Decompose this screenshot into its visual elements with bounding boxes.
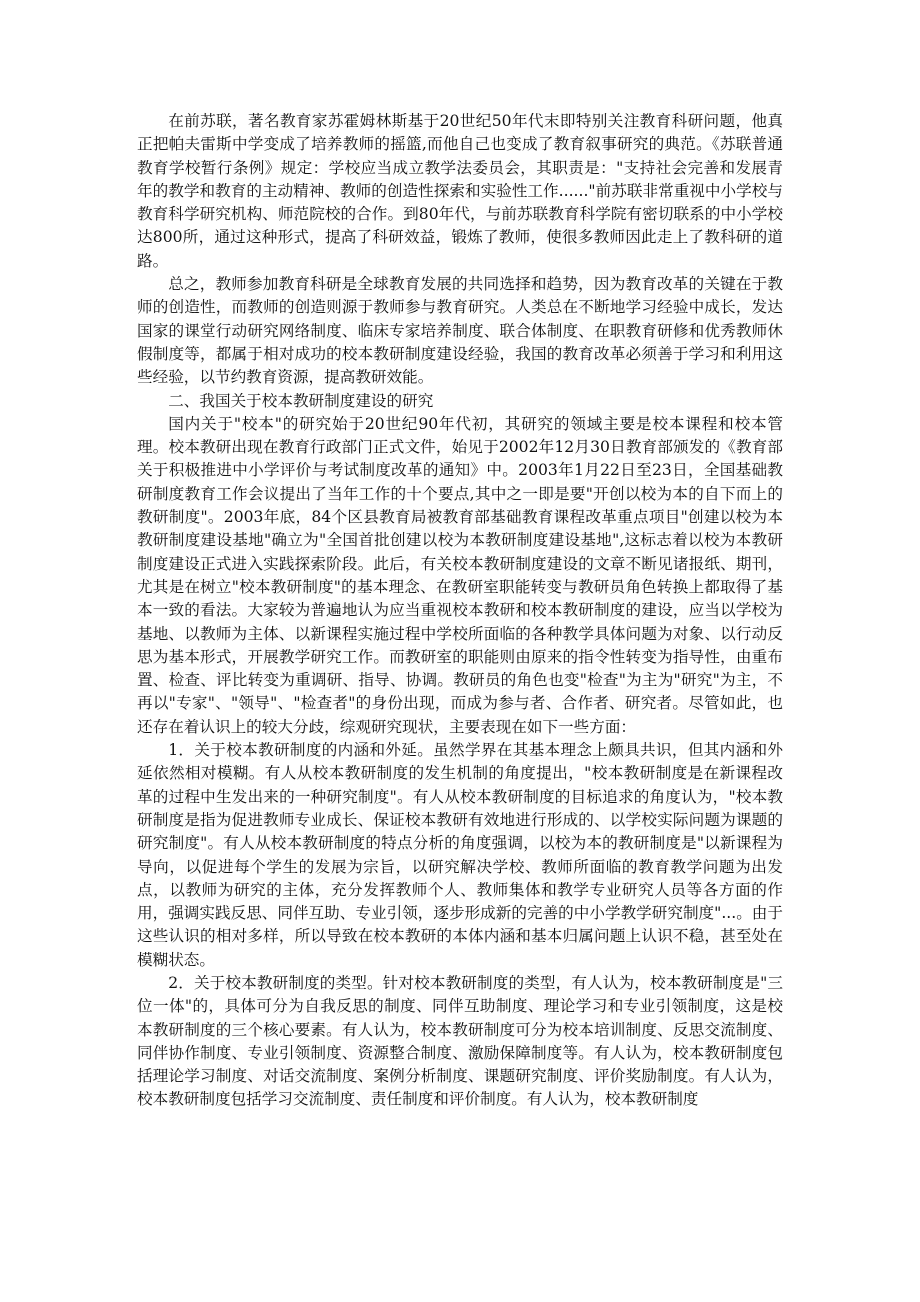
section-heading: 二、我国关于校本教研制度建设的研究 [168,391,434,410]
paragraph-point-2: 2．关于校本教研制度的类型。针对校本教研制度的类型，有人认为，校本教研制度是"三位一体"的，具体可分为自我反思的制度、同伴互助制度、理论学习和专业引领制度，这是校本教研制度的三个核心要素。有人认为，校本教研制度可分为校本培训制度、反思交流制度、同伴协作制度、专业引领制度、资源整合制度、激励保障制度等。有人认为，校本教研制度包括理论学习制度、对话交流制度、案例分析制度、课题研究制度、评价奖励制度。有人认为，校本教研制度包括学习交流制度、责任制度和评价制度。有人认为，校本教研制度 [137,973,783,1109]
paragraph-soviet-research: 在前苏联，著名教育家苏霍姆林斯基于20世纪50年代末即特别关注教育科研问题，他真正把帕夫雷斯中学变成了培养教师的摇篮,而他自己也变成了教育叙事研究的典范。《苏联普通教育学校暂行条例》规定：学校应当成立教学法委员会，其职责是："支持社会完善和发展青年的教学和教育的主动精神、教师的创造性探索和实验性工作......"前苏联非常重视中小学校与教育科学研究机构、师范院校的合作。到80年代，与前苏联教育科学院有密切联系的中小学校达800所，通过这种形式，提高了科研效益，锻炼了教师，使很多教师因此走上了教科研的道路。 [137,112,783,270]
document-body [137,110,783,1112]
paragraph-domestic-research: 国内关于"校本"的研究始于20世纪90年代初，其研究的领域主要是校本课程和校本管理。校本教研出现在教育行政部门正式文件，始见于2002年12月30日教育部颁发的《教育部关于积极推进中小学评价与考试制度改革的通知》中。2003年1月22日至23日，全国基础教研制度教育工作会议提出了当年工作的十个要点,其中之一即是要"开创以校为本的自下而上的教研制度"。2003年底，84个区县教育局被教育部基础教育课程改革重点项目"创建以校为本教研制度建设基地"确立为"全国首批创建以校为本教研制度建设基地",这标志着以校为本教研制度建设正式进入实践探索阶段。此后，有关校本教研制度建设的文章不断见诸报纸、期刊，尤其是在树立"校本教研制度"的基本理念、在教研室职能转变与教研员角色转换上都取得了基本一致的看法。大家较为普遍地认为应当重视校本教研和校本教研制度的建设，应当以学校为基地、以教师为主体、以新课程实施过程中学校所面临的各种教学具体问题为对象、以行动反思为基本形式，开展教学研究工作。而教研室的职能则由原来的指令性转变为指导性，由重布置、检查、评比转变为重调研、指导、协调。教研员的角色也变"检查"为主为"研究"为主，不再以"专家"、"领导"、"检查者"的身份出现，而成为参与者、合作者、研究者。尽管如此，也还存在着认识上的较大分歧，综观研究现状，主要表现在如下一些方面： [137,414,783,736]
paragraph-point-1: 1．关于校本教研制度的内涵和外延。虽然学界在其基本理念上颇具共识，但其内涵和外延依然相对模糊。有人从校本教研制度的发生机制的角度提出，"校本教研制度是在新课程改革的过程中生发出来的一种研究制度"。有人从校本教研制度的目标追求的角度认为，"校本教研制度是指为促进教师专业成长、保证校本教研有效地进行形成的、以学校实际问题为课题的研究制度"。有人从校本教研制度的特点分析的角度强调，以校为本的教研制度是"以新课程为导向，以促进每个学生的发展为宗旨，以研究解决学校、教师所面临的教育教学问题为出发点，以教师为研究的主体，充分发挥教师个人、教师集体和教学专业研究人员等各方面的作用，强调实践反思、同伴互助、专业引领，逐步形成新的完善的中小学教学研究制度"...。由于这些认识的相对多样，所以导致在校本教研的本体内涵和基本归属问题上认识不稳，甚至处在模糊状态。 [137,741,783,969]
paragraph-summary: 总之，教师参加教育科研是全球教育发展的共同选择和趋势，因为教育改革的关键在于教师的创造性，而教师的创造则源于教师参与教育研究。人类总在不断地学习经验中成长，发达国家的课堂行动研究网络制度、临床专家培养制度、联合体制度、在职教育研修和优秀教师休假制度等，都属于相对成功的校本教研制度建设经验，我国的教育改革必须善于学习和利用这些经验，以节约教育资源，提高教研效能。 [137,275,783,387]
